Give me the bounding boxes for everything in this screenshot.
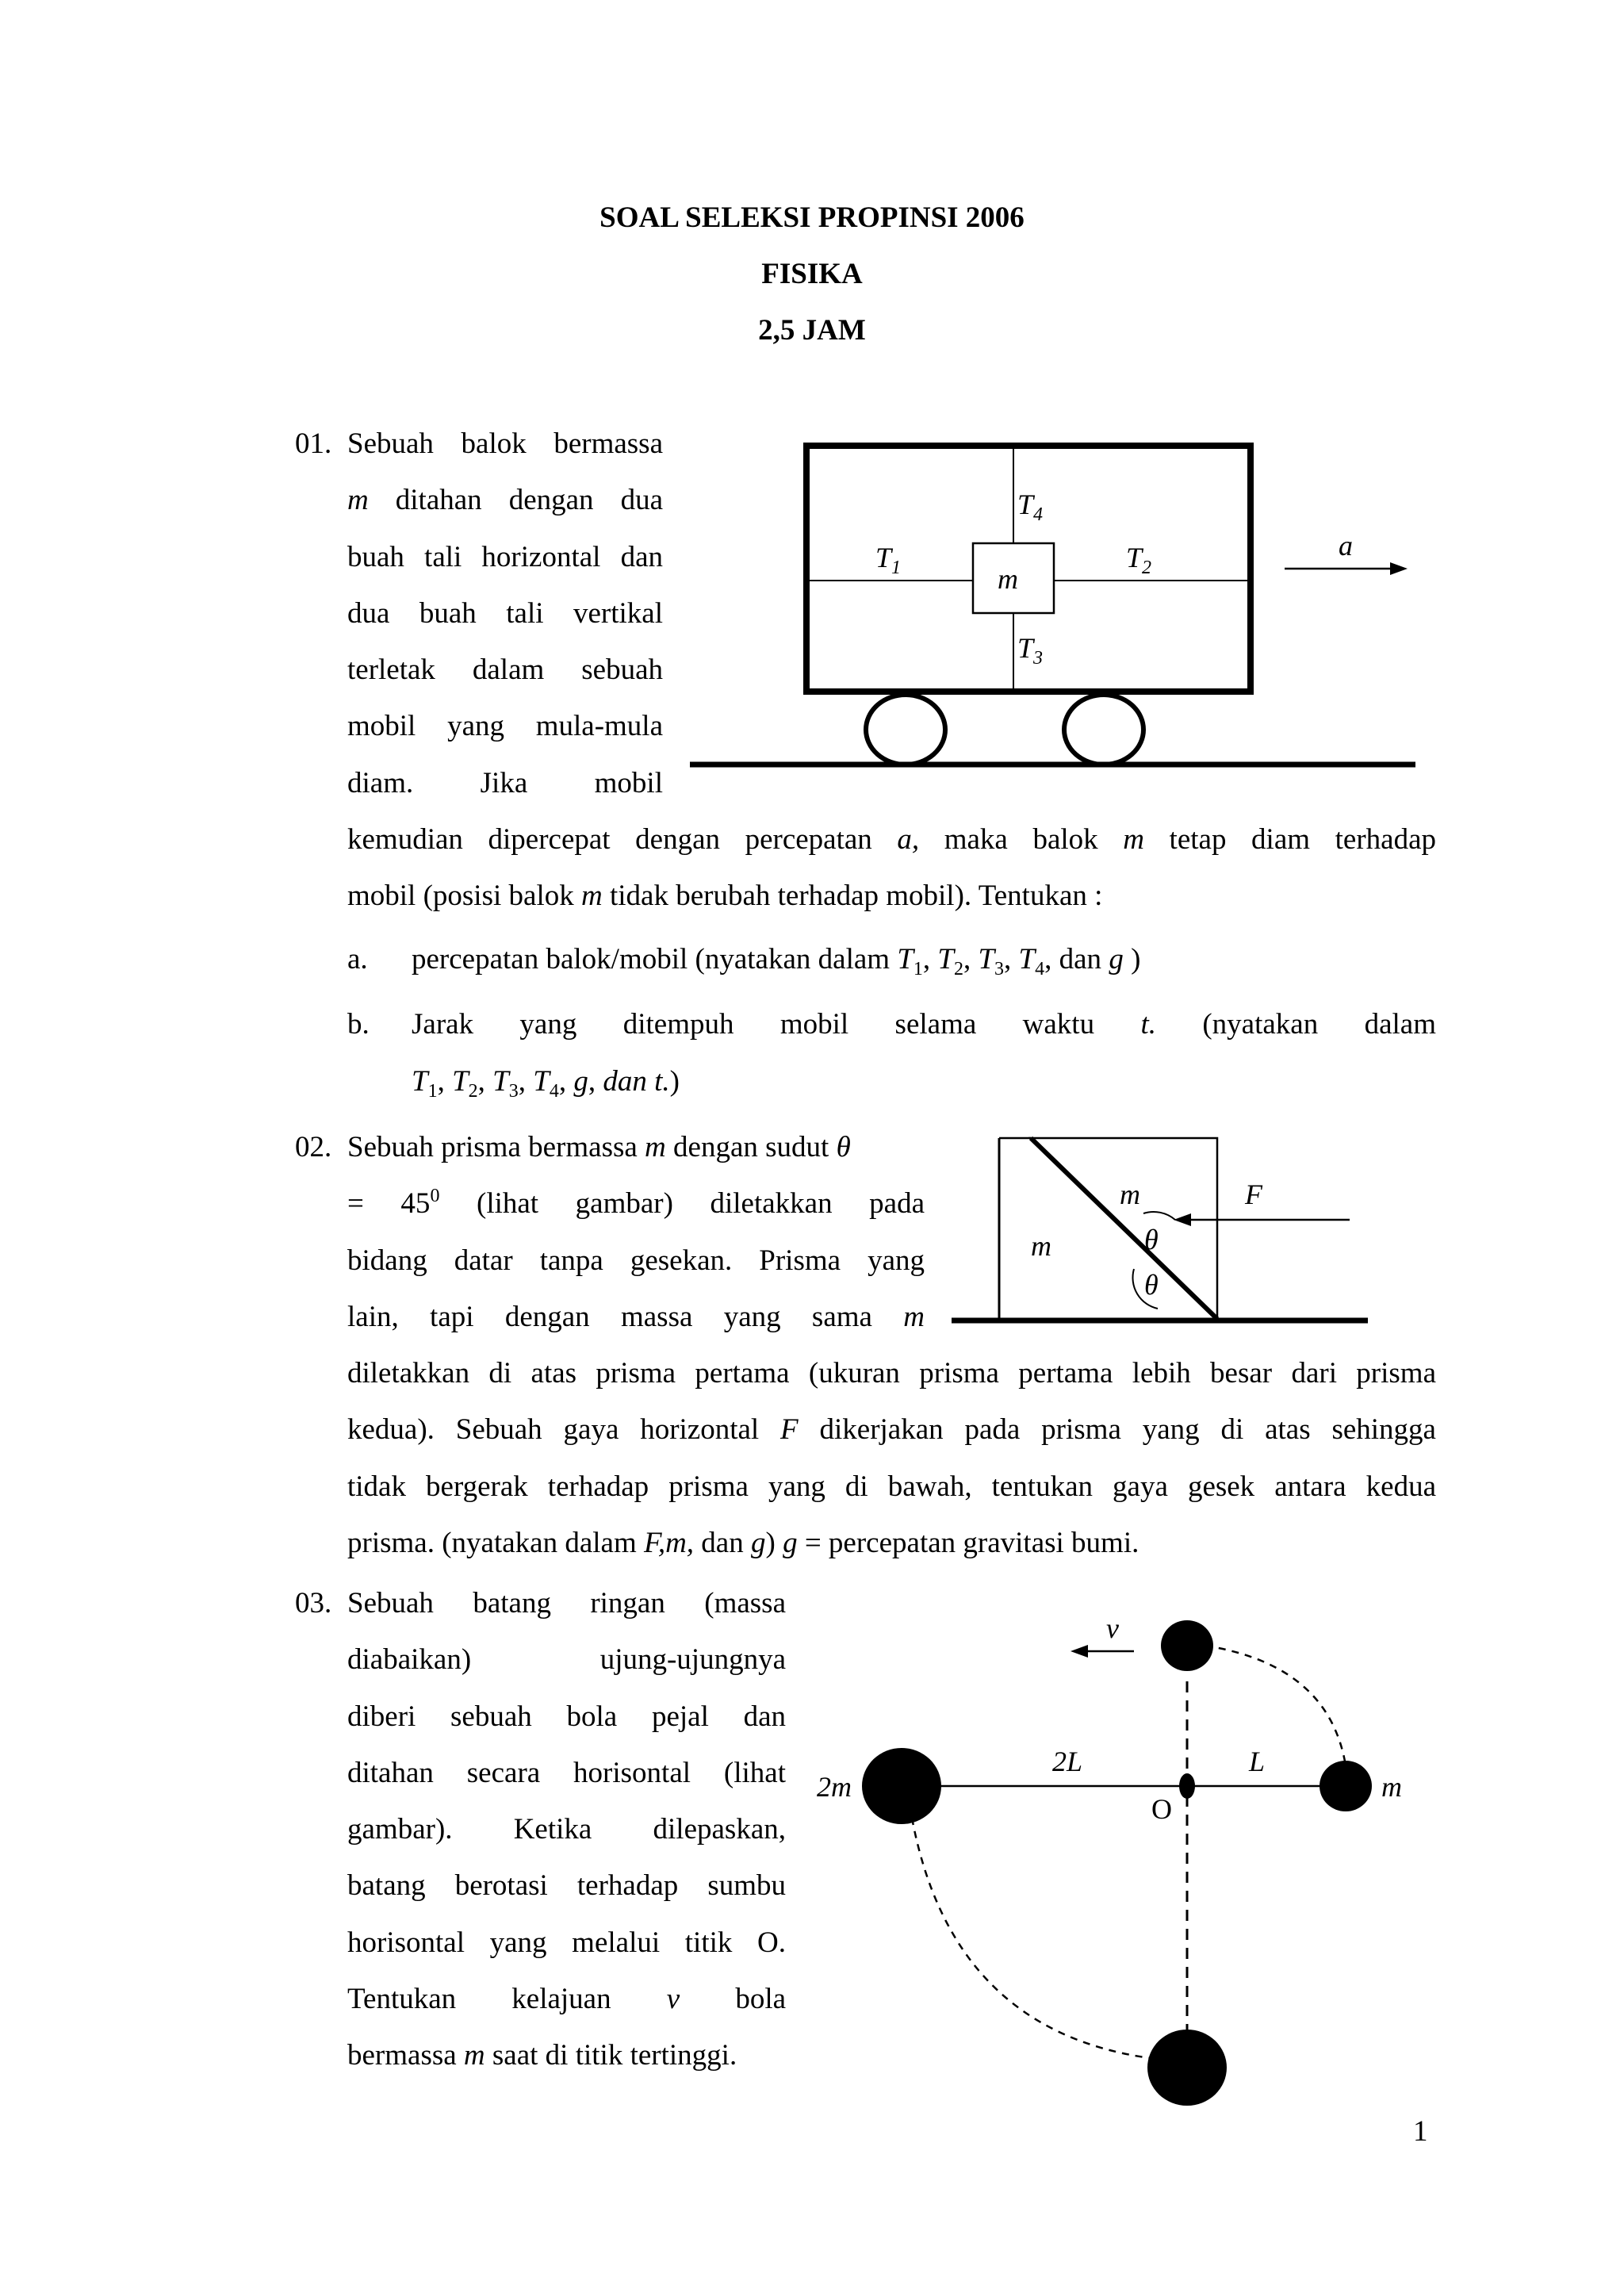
- question-2-number: 02.: [295, 1131, 332, 1163]
- label-t3: $T_3$: [1017, 632, 1044, 669]
- question-1-wrap-text: [347, 416, 663, 811]
- label-v: v: [1106, 1612, 1119, 1644]
- page-title: SOAL SELEKSI PROPINSI 2006: [599, 201, 1025, 234]
- small-ball-top: [1161, 1620, 1213, 1671]
- q1-sub-b-text: Jarak yang ditempuh mobil selama waktu t. (nyatakan dalam: [412, 1008, 1436, 1041]
- label-theta-2: θ: [1144, 1269, 1159, 1301]
- q3-line: batang berotasi terhadap sumbu: [347, 1869, 786, 1903]
- label-t2: $T_2$: [1126, 542, 1152, 578]
- label-o: O: [1151, 1793, 1172, 1825]
- q1-line: dua buah tali vertikal: [347, 596, 663, 630]
- q1-full-line: kemudian dipercepat dengan percepatan a, maka balok m tetap diam terhadap: [347, 823, 1436, 856]
- q1-line: diam. Jika mobil: [347, 766, 663, 799]
- wheel-right: [1064, 695, 1143, 765]
- question-3-wrap-text: [347, 1575, 786, 2084]
- label-theta-1: θ: [1144, 1224, 1159, 1255]
- label-block-m: m: [998, 563, 1018, 595]
- q3-line: bermassa m saat di titik tertinggi.: [347, 2039, 737, 2072]
- force-arrow-head: [1174, 1213, 1191, 1226]
- big-ball-initial: [862, 1748, 941, 1824]
- duration-title: 2,5 JAM: [758, 314, 866, 347]
- question-2-full-text: [347, 1345, 1436, 1571]
- q2-full-line: prisma. (nyatakan dalam F,m, dan g) g = percepatan gravitasi bumi.: [347, 1526, 1139, 1559]
- label-2l: 2L: [1052, 1746, 1083, 1777]
- rod-diagram: [817, 1602, 1435, 2125]
- label-l: L: [1249, 1746, 1266, 1777]
- page-number: 1: [1413, 2115, 1428, 2148]
- q2-line: Sebuah prisma bermassa m dengan sudut θ: [347, 1131, 851, 1163]
- q3-line: gambar). Ketika dilepaskan,: [347, 1813, 786, 1846]
- label-2m: 2m: [817, 1771, 852, 1803]
- question-3-number: 03.: [295, 1587, 332, 1619]
- label-t1: $T_1$: [875, 542, 902, 578]
- q1-full-line: mobil (posisi balok m tidak berubah terhadap mobil). Tentukan :: [347, 880, 1103, 913]
- q3-line: ditahan secara horisontal (lihat: [347, 1756, 786, 1789]
- label-m-top: m: [1120, 1179, 1140, 1210]
- lower-prism: [999, 1138, 1217, 1319]
- contact-surface: [1031, 1138, 1217, 1319]
- label-a: a: [1339, 530, 1353, 562]
- q1-line: buah tali horizontal dan: [347, 540, 663, 573]
- q3-line: Sebuah batang ringan (massa: [347, 1587, 786, 1619]
- prism-diagram: [936, 1126, 1380, 1332]
- q1-sub-b-label: b.: [347, 1008, 370, 1041]
- question-2-wrap-text: [347, 1119, 925, 1345]
- q1-var-m: m: [347, 484, 369, 517]
- angle-arc-top: [1143, 1212, 1175, 1220]
- path-big-ball: [912, 1818, 1150, 2058]
- q1-sub-a-label: a.: [347, 943, 368, 976]
- q2-full-line: tidak bergerak terhadap prisma yang di bawah, tentukan gaya gesek antara kedua: [347, 1470, 1436, 1503]
- label-f: F: [1245, 1179, 1262, 1210]
- q1-line: mobil yang mula-mula: [347, 710, 663, 743]
- q3-line: diberi sebuah bola pejal dan: [347, 1700, 786, 1733]
- q2-line: bidang datar tanpa gesekan. Prisma yang: [347, 1244, 925, 1277]
- velocity-arrow-head: [1071, 1645, 1088, 1658]
- q2-line: = $45^0$ (lihat gambar) diletakkan pada: [347, 1186, 925, 1221]
- q2-full-line: diletakkan di atas prisma pertama (ukuran prisma pertama lebih besar dari prisma: [347, 1357, 1436, 1389]
- q3-line: Tentukan kelajuan v bola: [347, 1983, 787, 2016]
- label-m-bottom: m: [1031, 1230, 1051, 1262]
- subject-title: FISIKA: [761, 258, 863, 290]
- label-m: m: [1381, 1771, 1402, 1803]
- label-t4: $T_4$: [1017, 489, 1044, 525]
- q1-sub-a-text: percepatan balok/mobil (nyatakan dalam $T_1$, $T_2$, $T_3$, $T_4$, dan g ): [412, 943, 1141, 979]
- q1-sub-b-text-line2: $T_1$, $T_2$, $T_3$, $T_4$, g, dan t.): [412, 1065, 680, 1102]
- q3-line: diabaikan) ujung-ujungnya: [347, 1643, 786, 1677]
- q1-line: terletak dalam sebuah: [347, 654, 663, 687]
- question-1-full-text: [347, 811, 1436, 925]
- q2-full-line: kedua). Sebuah gaya horizontal F dikerjakan pada prisma yang di atas sehingga: [347, 1413, 1436, 1447]
- big-ball-bottom: [1147, 2030, 1227, 2106]
- car-block-diagram: [682, 428, 1427, 777]
- q1-line: m ditahan dengan dua: [347, 484, 663, 517]
- small-ball-initial: [1320, 1761, 1372, 1811]
- q2-line: lain, tapi dengan massa yang sama m: [347, 1300, 925, 1333]
- q3-line: horisontal yang melalui titik O.: [347, 1926, 786, 1959]
- pivot-point: [1179, 1773, 1195, 1799]
- accel-arrow-head: [1390, 562, 1408, 575]
- q1-line: Sebuah balok bermassa: [347, 427, 663, 460]
- question-1-number: 01.: [295, 427, 332, 460]
- wheel-left: [866, 695, 945, 765]
- path-small-ball: [1205, 1646, 1346, 1771]
